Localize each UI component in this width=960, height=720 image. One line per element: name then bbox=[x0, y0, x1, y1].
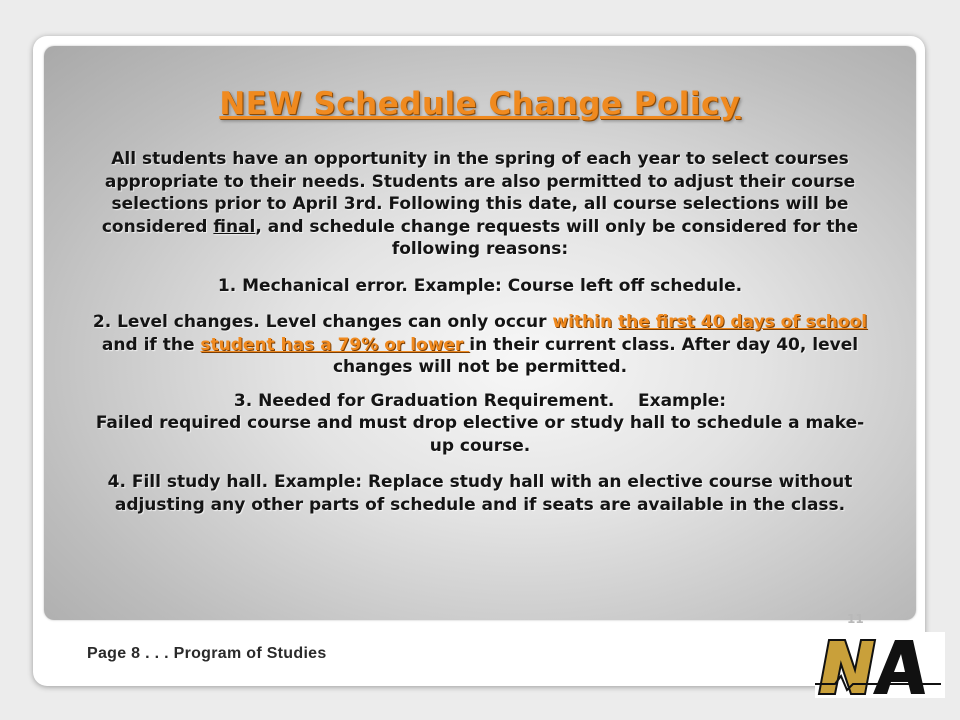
slide-number: 11 bbox=[847, 612, 864, 626]
intro-text-before: All students have an opportunity in the spring of each year to select courses appropriate to their needs. Students are also permitted to adjust their course selections prior to April 3rd. Following this date, all course selections will be considered bbox=[101, 149, 856, 237]
school-logo-icon bbox=[815, 632, 945, 698]
slide-title: NEW Schedule Change Policy bbox=[219, 86, 741, 122]
reason-3-detail: Failed required course and must drop elective or study hall to schedule a make-up course. bbox=[95, 413, 865, 456]
reason-2-highlight-within: within bbox=[552, 312, 618, 332]
reason-4: 4. Fill study hall. Example: Replace study hall with an elective course without adjusting any other parts of schedule and if seats are available in the class. bbox=[107, 472, 853, 515]
slide bbox=[44, 46, 916, 620]
footer-page-label: Page 8 . . . Program of Studies bbox=[87, 645, 327, 662]
intro-paragraph bbox=[84, 148, 876, 261]
reason-2-part3: in their current class. After day 40, level changes will not be permitted. bbox=[332, 334, 859, 377]
reason-2-highlight-days: the first 40 days of school bbox=[617, 312, 868, 332]
reason-3-heading: 3. Needed for Graduation Requirement. Example: bbox=[233, 390, 727, 411]
reason-2-part1: 2. Level changes. Level changes can only occur bbox=[92, 312, 553, 332]
reason-2-highlight-grade: student has a 79% or lower bbox=[200, 334, 470, 355]
reason-2-part2: and if the bbox=[101, 334, 201, 355]
reason-2 bbox=[84, 311, 876, 379]
slide-body bbox=[84, 148, 876, 516]
school-logo bbox=[815, 632, 945, 698]
intro-emphasis-final: final bbox=[213, 216, 256, 237]
intro-text-after: , and schedule change requests will only be considered for the following reasons: bbox=[255, 216, 859, 259]
reason-1: 1. Mechanical error. Example: Course left off schedule. bbox=[217, 275, 743, 296]
